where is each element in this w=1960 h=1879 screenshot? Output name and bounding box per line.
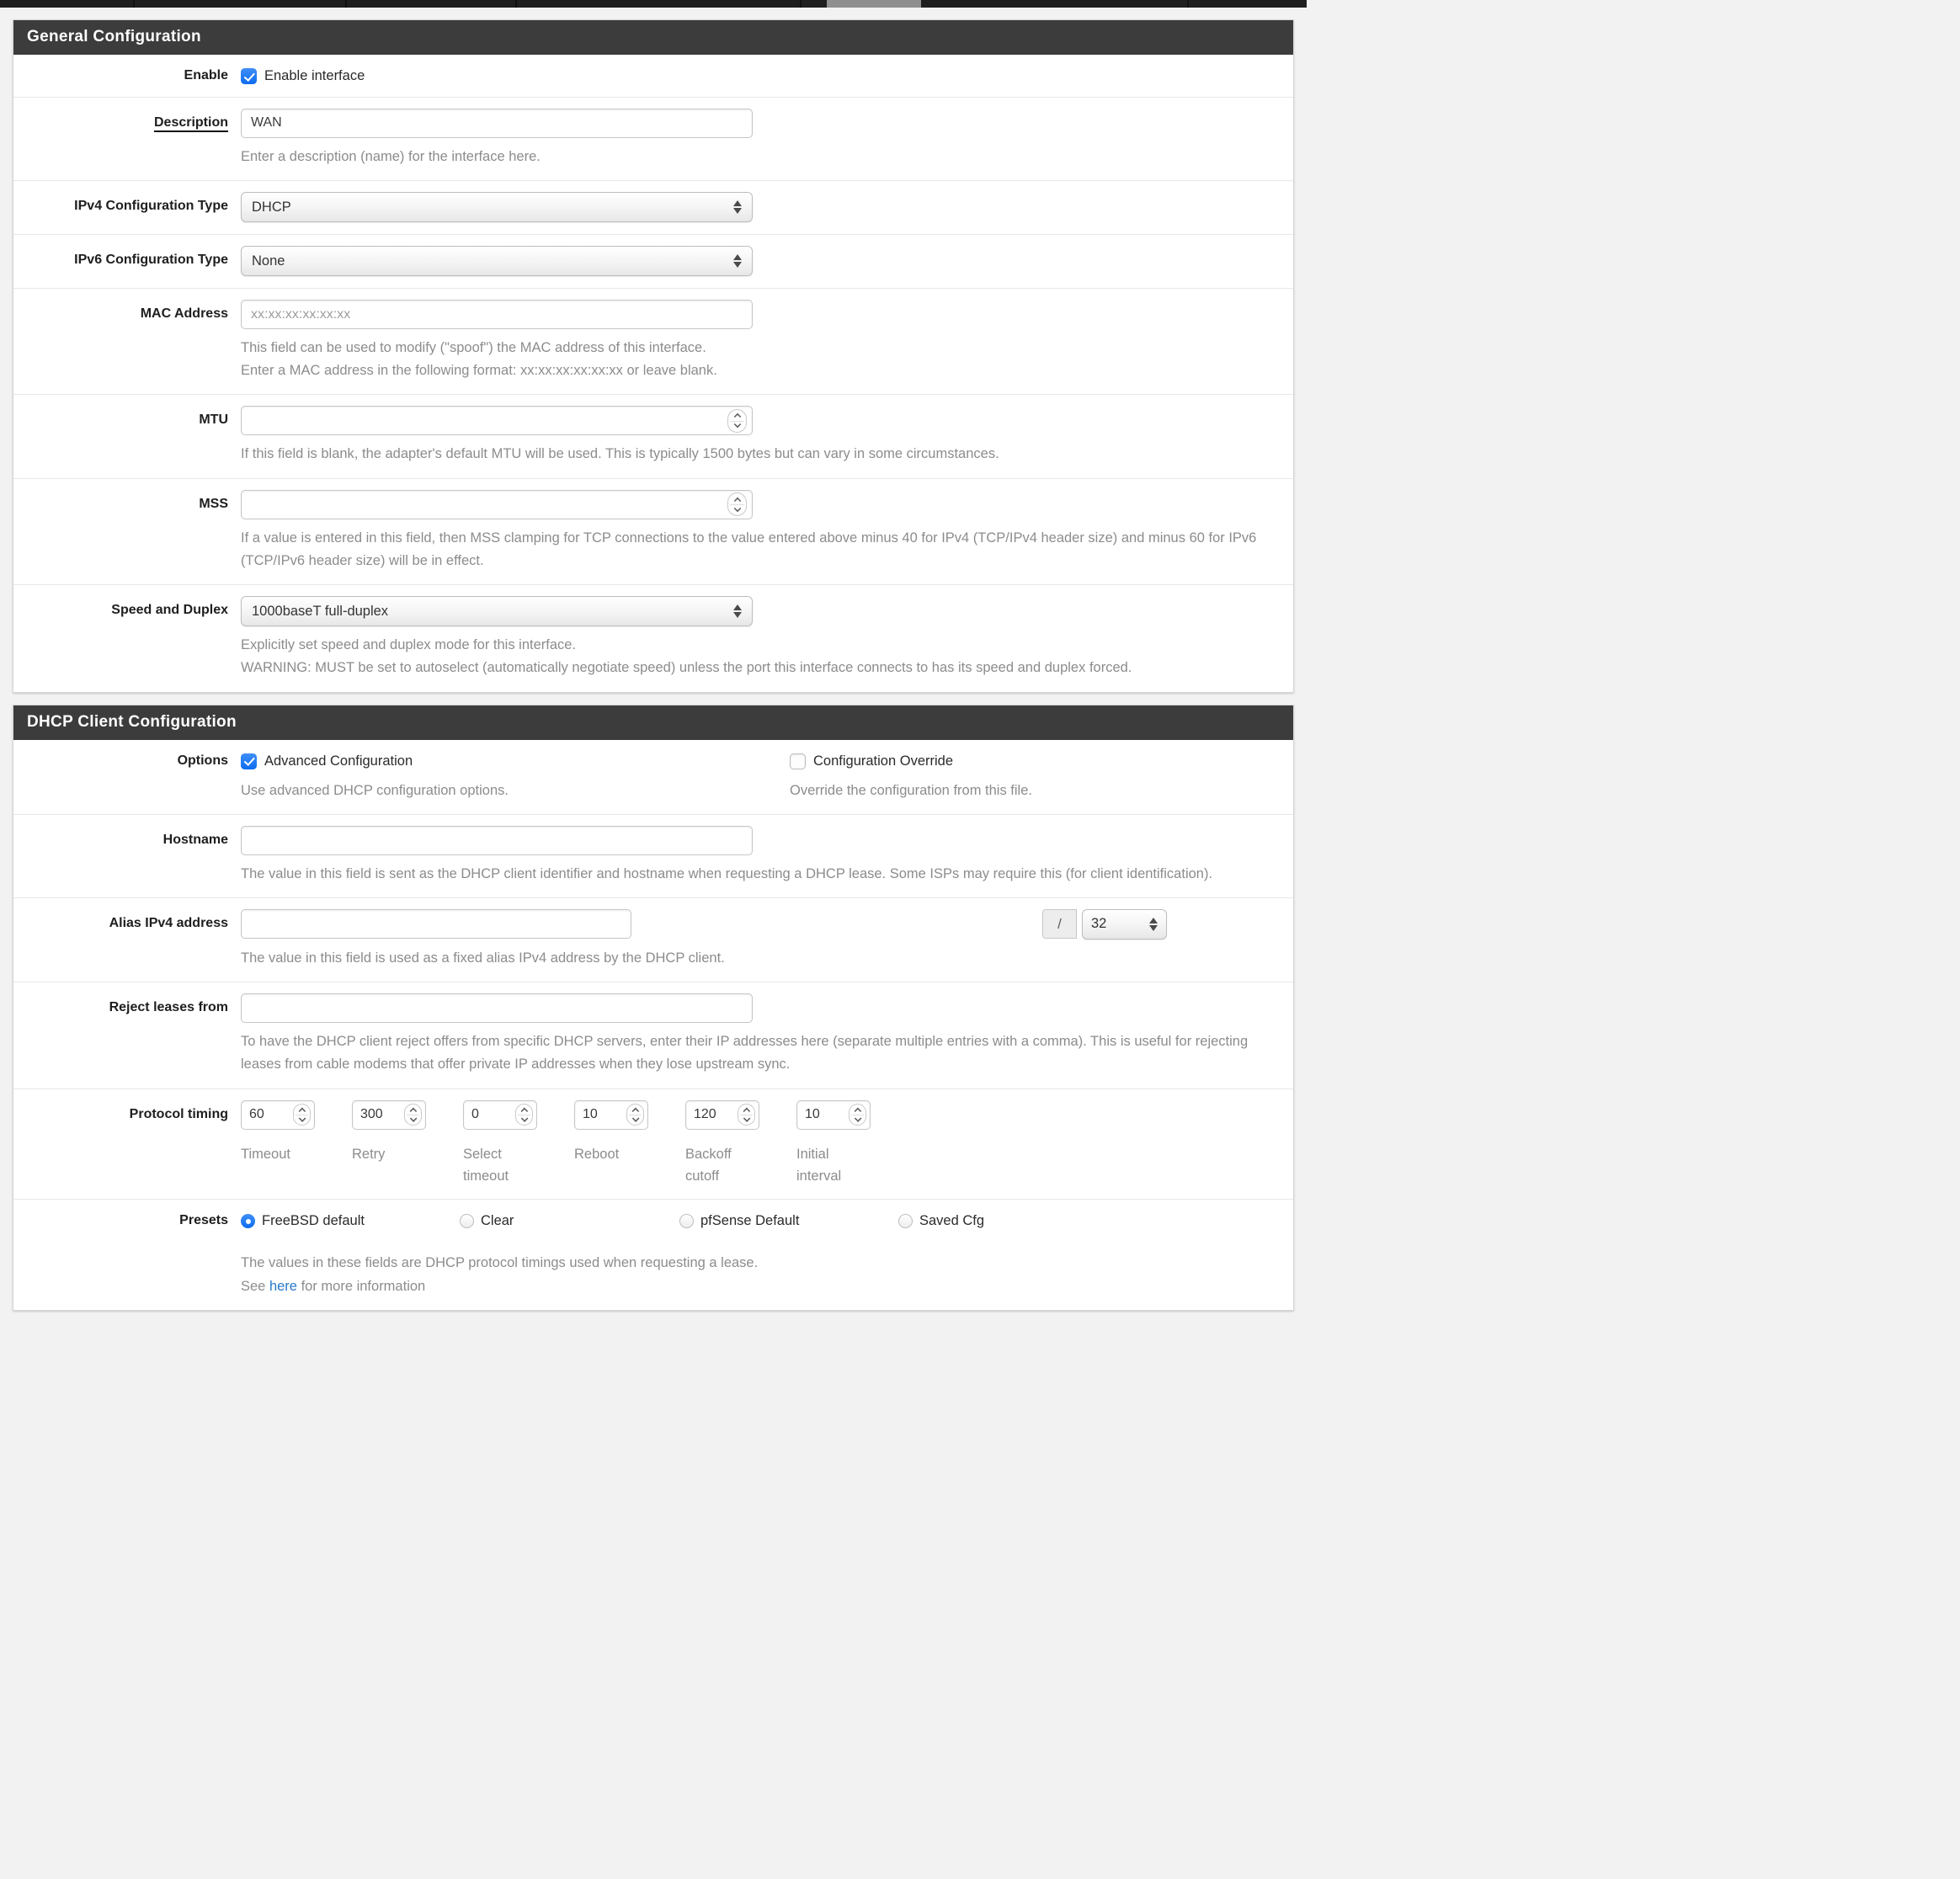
saved-cfg-radio[interactable]	[898, 1214, 913, 1228]
presets-row	[13, 1199, 1293, 1309]
retry-field-label: Retry	[352, 1146, 386, 1162]
general-configuration-heading: General Configuration	[13, 20, 1293, 55]
mtu-help: If this field is blank, the adapter's default MTU will be used. This is typically 1500 bytes but can vary in some circumstances.	[241, 446, 999, 462]
select-arrows-icon	[733, 200, 742, 214]
presets-help	[241, 1252, 1268, 1297]
presets-label: Presets	[179, 1213, 228, 1228]
clear-radio[interactable]	[460, 1214, 474, 1228]
mtu-input[interactable]	[241, 406, 753, 435]
here-link[interactable]: here	[269, 1278, 297, 1294]
general-configuration-panel	[13, 19, 1294, 693]
initial-interval-value: 10	[805, 1107, 820, 1122]
advanced-configuration-help: Use advanced DHCP configuration options.	[241, 782, 509, 798]
enable-interface-checkbox[interactable]	[241, 68, 257, 84]
configuration-override-checkbox[interactable]	[790, 753, 806, 769]
options-row	[13, 740, 1293, 814]
alias-mask-value: 32	[1091, 916, 1107, 932]
presets-help-see: See	[241, 1278, 269, 1294]
backoff-cutoff-value: 120	[694, 1107, 716, 1122]
description-value: WAN	[251, 115, 282, 130]
ipv6-type-label: IPv6 Configuration Type	[74, 253, 228, 268]
alias-ipv4-row	[13, 897, 1293, 982]
options-label: Options	[177, 753, 228, 768]
mac-address-help-line1: This field can be used to modify ("spoof") the MAC address of this interface.	[241, 340, 706, 356]
presets-help-line2	[241, 1275, 1268, 1298]
number-spinner-icon[interactable]	[727, 409, 747, 433]
speed-duplex-help-line1: Explicitly set speed and duplex mode for this interface.	[241, 637, 577, 653]
mss-row	[13, 478, 1293, 584]
select-arrows-icon	[733, 604, 742, 618]
speed-duplex-help	[241, 634, 1268, 679]
pfsense-default-radio[interactable]	[679, 1214, 694, 1228]
reboot-field-label: Reboot	[574, 1146, 620, 1162]
enable-row	[13, 55, 1293, 97]
mac-address-help	[241, 337, 1268, 382]
ipv6-type-value: None	[252, 253, 285, 269]
speed-duplex-value: 1000baseT full-duplex	[252, 603, 389, 619]
ipv4-type-label: IPv4 Configuration Type	[74, 199, 228, 214]
number-spinner-icon[interactable]	[293, 1104, 311, 1126]
number-spinner-icon[interactable]	[626, 1104, 644, 1126]
freebsd-default-radio[interactable]	[241, 1214, 255, 1228]
dhcp-client-configuration-heading: DHCP Client Configuration	[13, 705, 1293, 740]
alias-ipv4-label: Alias IPv4 address	[109, 915, 228, 930]
speed-duplex-help-line2: WARNING: MUST be set to autoselect (automatically negotiate speed) unless the port this interface connects to has its speed and duplex forced.	[241, 660, 1132, 676]
mac-address-label: MAC Address	[140, 306, 228, 322]
description-label: Description	[13, 109, 241, 168]
saved-cfg-radio-label[interactable]: Saved Cfg	[919, 1213, 985, 1229]
alias-mask-select[interactable]	[1082, 909, 1167, 940]
timeout-value: 60	[249, 1107, 264, 1122]
configuration-override-help: Override the configuration from this file.	[790, 782, 1032, 798]
top-nav-active-segment	[827, 0, 921, 8]
timeout-field-label: Timeout	[241, 1146, 290, 1162]
alias-mask-separator: /	[1042, 909, 1077, 939]
mss-input[interactable]	[241, 490, 753, 519]
speed-duplex-row	[13, 584, 1293, 691]
reject-leases-row	[13, 982, 1293, 1088]
number-spinner-icon[interactable]	[727, 492, 747, 516]
mtu-label: MTU	[199, 413, 228, 428]
top-nav-strip	[0, 0, 1307, 8]
enable-interface-checkbox-label[interactable]: Enable interface	[264, 68, 365, 83]
reboot-value: 10	[583, 1107, 598, 1122]
presets-help-line1: The values in these fields are DHCP protocol timings used when requesting a lease.	[241, 1255, 759, 1271]
dhcp-client-configuration-panel	[13, 705, 1294, 1311]
mac-address-input[interactable]	[241, 300, 753, 329]
mtu-row	[13, 394, 1293, 477]
ipv4-type-select[interactable]	[241, 192, 753, 222]
select-arrows-icon	[1149, 918, 1158, 931]
mac-address-row	[13, 288, 1293, 394]
reject-leases-help: To have the DHCP client reject offers from specific DHCP servers, enter their IP addresses here (separate multiple entries with a comma). This is useful for rejecting leases from cable modems that offer private IP addresses when they lose upstream sync.	[241, 1034, 1249, 1073]
advanced-configuration-checkbox-label[interactable]: Advanced Configuration	[264, 753, 413, 769]
speed-duplex-select[interactable]	[241, 596, 753, 626]
ipv6-type-row	[13, 234, 1293, 288]
reject-leases-label: Reject leases from	[109, 1000, 228, 1015]
ipv4-type-row	[13, 180, 1293, 234]
speed-duplex-label: Speed and Duplex	[111, 603, 228, 618]
protocol-timing-label: Protocol timing	[129, 1106, 228, 1121]
number-spinner-icon[interactable]	[404, 1104, 422, 1126]
description-help: Enter a description (name) for the interface here.	[241, 148, 541, 164]
protocol-timing-row	[13, 1089, 1293, 1200]
hostname-label: Hostname	[162, 832, 228, 847]
initial-interval-field-label: Initial interval	[796, 1146, 842, 1184]
ipv6-type-select[interactable]	[241, 246, 753, 276]
alias-ipv4-help: The value in this field is used as a fixed alias IPv4 address by the DHCP client.	[241, 950, 725, 966]
number-spinner-icon[interactable]	[849, 1104, 866, 1126]
mss-label: MSS	[199, 496, 228, 511]
configuration-override-checkbox-label[interactable]: Configuration Override	[813, 753, 953, 769]
alias-ipv4-input[interactable]	[241, 909, 631, 939]
ipv4-type-value: DHCP	[252, 199, 291, 215]
select-timeout-field-label: Select timeout	[463, 1146, 509, 1184]
description-input[interactable]	[241, 109, 753, 138]
pfsense-default-radio-label[interactable]: pfSense Default	[700, 1213, 800, 1229]
freebsd-default-radio-label[interactable]: FreeBSD default	[262, 1213, 365, 1229]
presets-help-more: for more information	[296, 1278, 426, 1294]
mss-help: If a value is entered in this field, then MSS clamping for TCP connections to the value entered above minus 40 for IPv4 (TCP/IPv4 header size) and minus 60 for IPv6 (TCP/IPv6 header size) will be in effect.	[241, 530, 1257, 568]
hostname-help: The value in this field is sent as the DHCP client identifier and hostname when requesting a DHCP lease. Some ISPs may require this (for client identification).	[241, 865, 1213, 881]
mac-address-help-line2: Enter a MAC address in the following format: xx:xx:xx:xx:xx:xx or leave blank.	[241, 363, 717, 379]
mac-address-placeholder: xx:xx:xx:xx:xx:xx	[251, 306, 351, 322]
reject-leases-input[interactable]	[241, 993, 753, 1023]
clear-radio-label[interactable]: Clear	[481, 1213, 514, 1229]
description-row	[13, 97, 1293, 180]
select-arrows-icon	[733, 254, 742, 268]
hostname-input[interactable]	[241, 826, 753, 855]
backoff-cutoff-field-label: Backoff cutoff	[685, 1146, 732, 1184]
enable-label: Enable	[184, 68, 228, 83]
select-timeout-value: 0	[471, 1107, 479, 1122]
advanced-configuration-checkbox[interactable]	[241, 753, 257, 769]
number-spinner-icon[interactable]	[738, 1104, 755, 1126]
hostname-row	[13, 814, 1293, 897]
retry-value: 300	[360, 1107, 383, 1122]
number-spinner-icon[interactable]	[515, 1104, 533, 1126]
